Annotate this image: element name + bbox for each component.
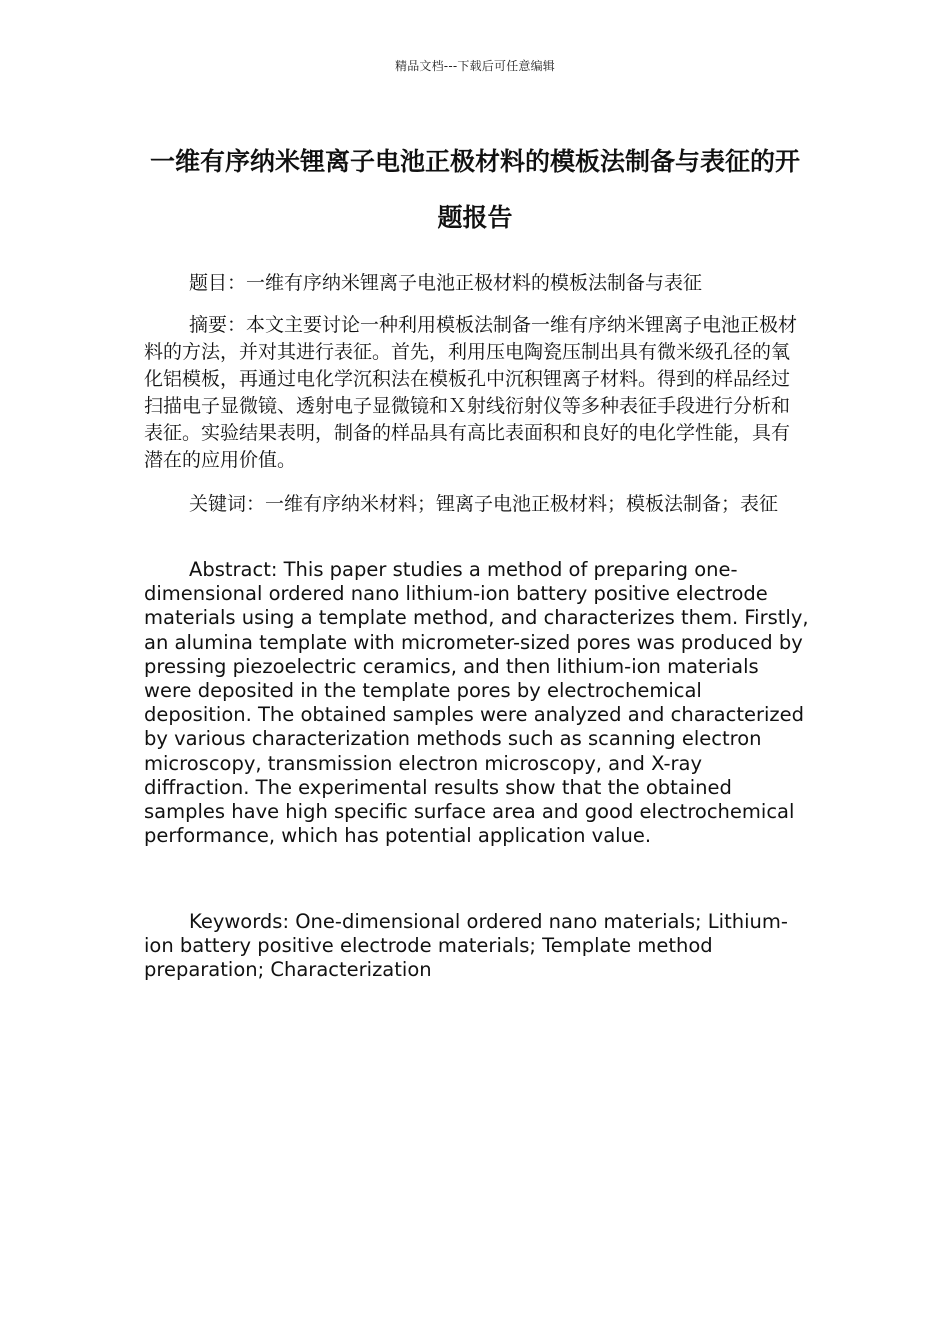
chinese-keywords-paragraph: 关键词：一维有序纳米材料；锂离子电池正极材料；模板法制备；表征 xyxy=(189,493,779,515)
topic-paragraph: 题目：一维有序纳米锂离子电池正极材料的模板法制备与表征 xyxy=(189,272,703,294)
chinese-abstract-paragraph: 摘要：本文主要讨论一种利用模板法制备一维有序纳米锂离子电池正极材料的方法，并对其进行表征。首先，利用压电陶瓷压制出具有微米级孔径的氧化铝模板，再通过电化学沉积法在模板孔中沉积锂离子材料。得到的样品经过扫描电子显微镜、透射电子显微镜和Ｘ射线衍射仪等多种表征手段进行分析和表征。实验结果表明，制备的样品具有高比表面积和良好的电化学性能，具有潜在的应用价值。 xyxy=(144,314,798,471)
document-title: 一维有序纳米锂离子电池正极材料的模板法制备与表征的开题报告 xyxy=(149,147,800,232)
header-note: 精品文档---下载后可任意编辑 xyxy=(395,59,555,73)
english-keywords-paragraph: Keywords: One-dimensional ordered nano materials; Lithium-ion battery positive electrode materials; Template method preparation; Characterization xyxy=(144,910,788,982)
english-abstract-paragraph: Abstract: This paper studies a method of preparing one-dimensional ordered nano lithium-ion battery positive electrode materials using a template method, and characterizes them. Firstly, an alumina template with micrometer-sized pores was produced by pressing piezoelectric ceramics, and then lithium-ion materials were deposited in the template pores by electrochemical deposition. The obtained samples were analyzed and characterized by various characterization methods such as scanning electron microscopy, transmission electron microscopy, and X-ray diffraction. The experimental results show that the obtained samples have high specific surface area and good electrochemical performance, which has potential application value. xyxy=(144,558,809,848)
